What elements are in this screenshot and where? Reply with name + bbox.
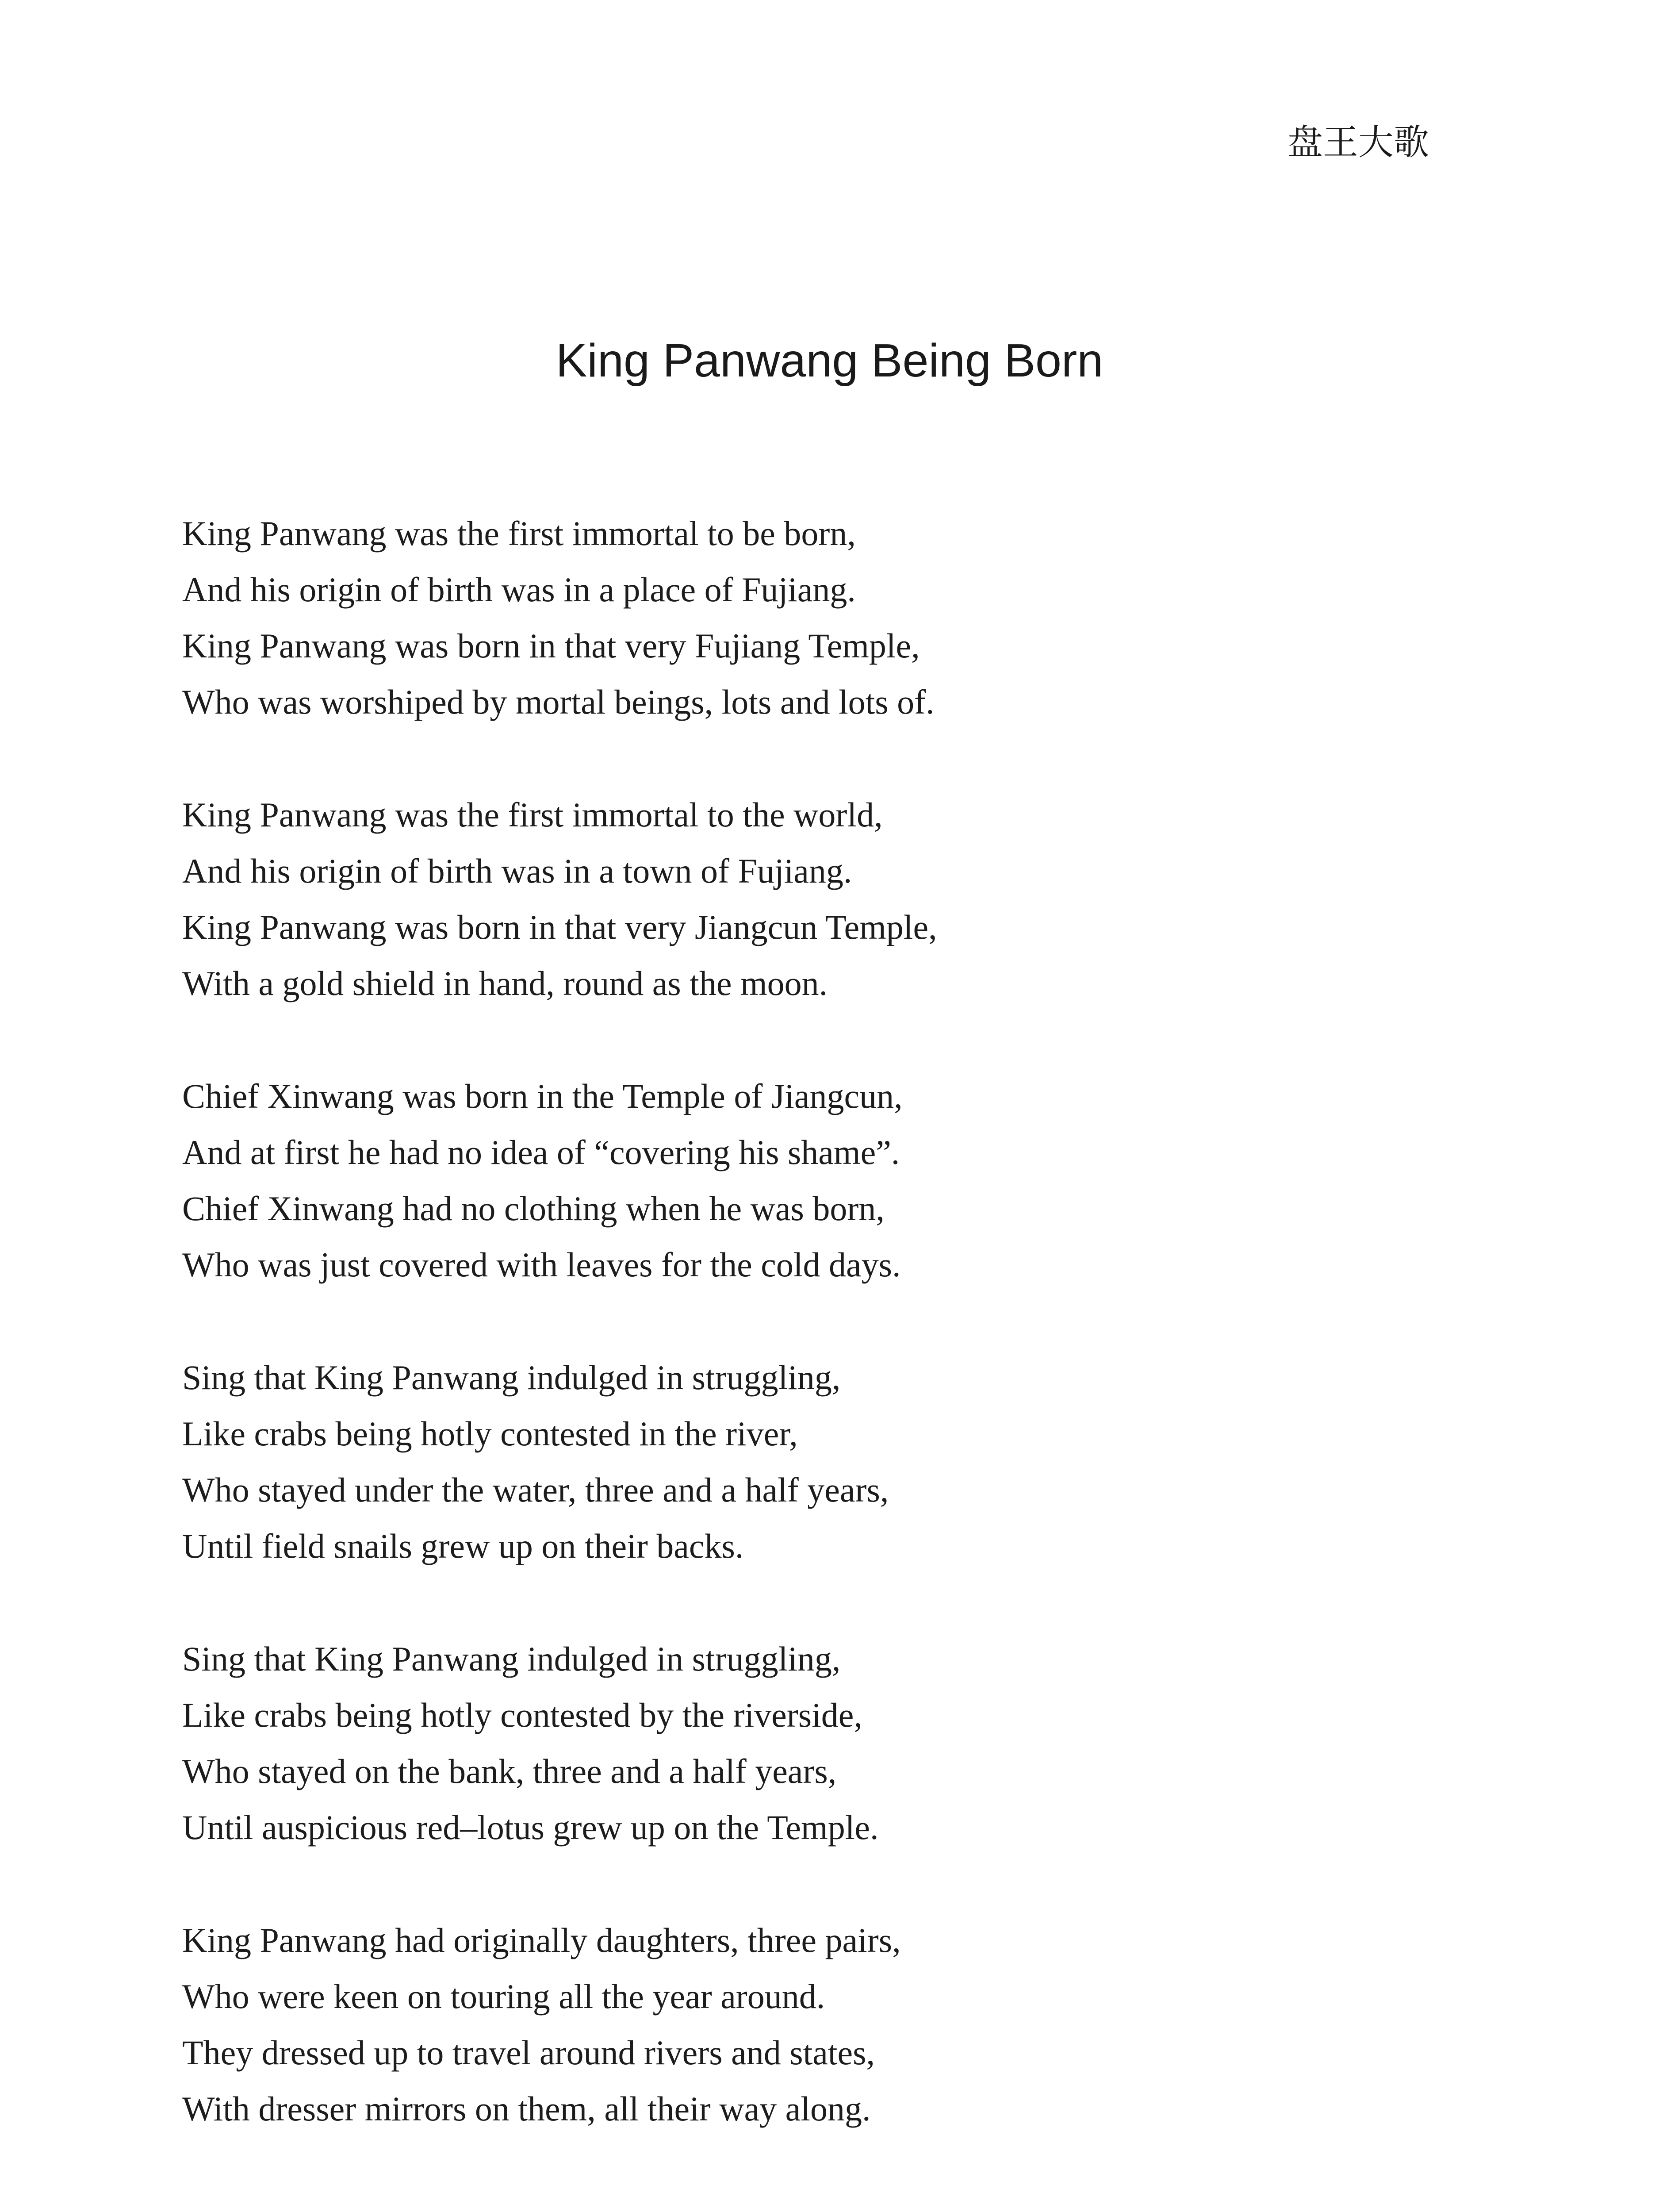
poem-line: Who was worshiped by mortal beings, lots and lots of.: [182, 683, 935, 721]
poem-line: Who stayed on the bank, three and a half years,: [182, 1752, 837, 1790]
poem-body: [182, 505, 1465, 2193]
poem-line: And at first he had no idea of “covering his shame”.: [182, 1133, 900, 1171]
poem-line: King Panwang was the first immortal to the world,: [182, 795, 883, 834]
poem-line: Chief Xinwang had no clothing when he was born,: [182, 1189, 885, 1228]
poem-line: King Panwang had originally daughters, three pairs,: [182, 1921, 901, 1959]
poem-line: Chief Xinwang was born in the Temple of Jiangcun,: [182, 1077, 903, 1115]
poem-line: With a gold shield in hand, round as the moon.: [182, 964, 828, 1002]
poem-line: Who were keen on touring all the year around.: [182, 1977, 825, 2016]
stanza-2: [182, 787, 1465, 1011]
running-head: 盘王大歌: [1287, 122, 1429, 163]
stanza-6: [182, 1912, 1465, 2137]
poem-line: Sing that King Panwang indulged in struggling,: [182, 1640, 841, 1678]
poem-line: Like crabs being hotly contested in the river,: [182, 1414, 798, 1453]
poem-line: King Panwang was born in that very Jiangcun Temple,: [182, 908, 937, 946]
poem-line: Sing that King Panwang indulged in struggling,: [182, 1358, 841, 1397]
stanza-5: [182, 1631, 1465, 1855]
poem-line: King Panwang was the first immortal to be born,: [182, 514, 856, 553]
poem-line: Until field snails grew up on their backs.: [182, 1527, 744, 1565]
poem-line: And his origin of birth was in a place of Fujiang.: [182, 570, 856, 609]
poem-line: They dressed up to travel around rivers and states,: [182, 2033, 875, 2072]
poem-line: With dresser mirrors on them, all their way along.: [182, 2089, 871, 2128]
poem-line: Who was just covered with leaves for the cold days.: [182, 1245, 901, 1284]
page-title: King Panwang Being Born: [556, 334, 1103, 387]
stanza-1: [182, 505, 1465, 730]
poem-line: And his origin of birth was in a town of Fujiang.: [182, 852, 852, 890]
poem-line: Who stayed under the water, three and a half years,: [182, 1471, 889, 1509]
poem-line: King Panwang was born in that very Fujiang Temple,: [182, 626, 920, 665]
stanza-3: [182, 1068, 1465, 1293]
poem-line: Like crabs being hotly contested by the riverside,: [182, 1696, 862, 1734]
poem-line: Until auspicious red–lotus grew up on the Temple.: [182, 1808, 879, 1847]
stanza-4: [182, 1349, 1465, 1574]
